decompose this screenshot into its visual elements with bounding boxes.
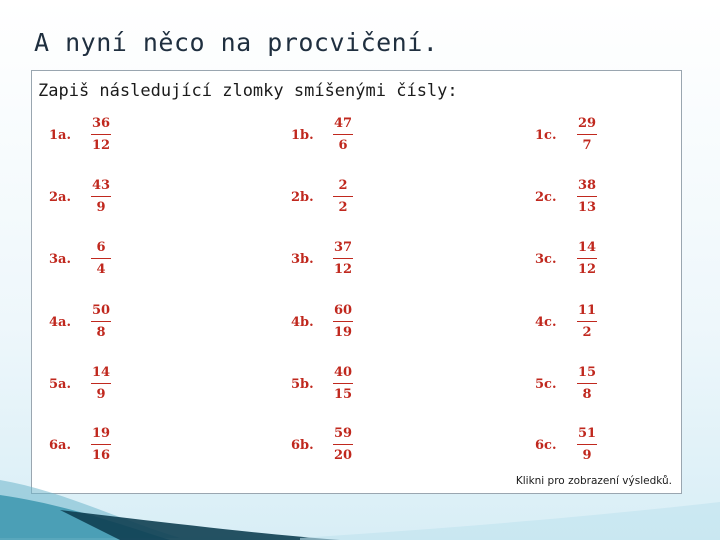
fraction-bar [333,258,353,259]
fraction-bar [577,444,597,445]
denominator: 9 [96,387,106,402]
exercise-6a [49,427,111,463]
denominator: 8 [582,387,592,402]
numerator: 59 [334,426,353,441]
numerator: 6 [96,240,106,255]
exercise-2c [535,179,597,215]
fraction [333,179,353,215]
numerator: 14 [92,365,111,380]
fraction-bar [333,134,353,135]
fraction-bar [577,321,597,322]
denominator: 2 [338,200,348,215]
denominator: 12 [92,138,111,153]
numerator: 15 [578,365,597,380]
fraction [333,427,353,463]
fraction-bar [333,444,353,445]
numerator: 37 [334,240,353,255]
numerator: 19 [92,426,111,441]
exercise-label: 3c. [535,251,557,267]
exercise-6c [535,427,597,463]
fraction [91,117,111,153]
numerator: 29 [578,116,597,131]
numerator: 36 [92,116,111,131]
exercise-label: 3b. [291,251,314,267]
exercise-label: 4b. [291,314,314,330]
denominator: 9 [582,448,592,463]
numerator: 11 [578,303,597,318]
exercise-panel [31,70,682,494]
exercise-3c [535,241,597,277]
instruction-text: Zapiš následující zlomky smíšenými čísly: [38,81,458,101]
fraction-bar [577,134,597,135]
fraction [577,179,597,215]
denominator: 9 [96,200,106,215]
exercise-label: 2a. [49,189,71,205]
exercise-2a [49,179,111,215]
numerator: 40 [334,365,353,380]
exercise-label: 6b. [291,437,314,453]
exercise-label: 5a. [49,376,71,392]
exercise-label: 4c. [535,314,557,330]
denominator: 13 [578,200,597,215]
fraction-bar [577,196,597,197]
fraction-bar [577,383,597,384]
denominator: 15 [334,387,353,402]
exercise-5a [49,366,111,402]
slide-title: A nyní něco na procvičení. [34,28,439,57]
exercise-label: 4a. [49,314,71,330]
show-results-hint[interactable]: Klikni pro zobrazení výsledků. [515,475,672,487]
exercise-label: 6a. [49,437,71,453]
exercise-4a [49,304,111,340]
exercise-label: 3a. [49,251,71,267]
numerator: 38 [578,178,597,193]
exercise-2b [291,179,353,215]
denominator: 6 [338,138,348,153]
exercise-1c [535,117,597,153]
exercise-label: 1b. [291,127,314,143]
denominator: 4 [96,262,106,277]
numerator: 43 [92,178,111,193]
fraction [577,241,597,277]
fraction [333,241,353,277]
fraction [577,427,597,463]
denominator: 19 [334,325,353,340]
exercise-1a [49,117,111,153]
exercise-label: 2b. [291,189,314,205]
exercise-label: 1c. [535,127,557,143]
exercise-1b [291,117,353,153]
fraction [91,241,111,277]
exercise-4c [535,304,597,340]
fraction-bar [577,258,597,259]
fraction [333,366,353,402]
fraction [91,304,111,340]
fraction-bar [91,444,111,445]
exercise-label: 2c. [535,189,557,205]
fraction-bar [333,321,353,322]
fraction-bar [91,383,111,384]
exercise-3b [291,241,353,277]
exercise-label: 5b. [291,376,314,392]
numerator: 2 [338,178,348,193]
fraction [577,366,597,402]
numerator: 47 [334,116,353,131]
fraction [91,427,111,463]
exercise-label: 6c. [535,437,557,453]
exercise-3a [49,241,111,277]
exercise-5b [291,366,353,402]
fraction [91,366,111,402]
fraction [577,117,597,153]
denominator: 12 [334,262,353,277]
fraction-bar [333,383,353,384]
denominator: 20 [334,448,353,463]
fraction-bar [91,196,111,197]
fraction-bar [333,196,353,197]
fraction [91,179,111,215]
exercise-label: 5c. [535,376,557,392]
denominator: 12 [578,262,597,277]
denominator: 7 [582,138,592,153]
numerator: 51 [578,426,597,441]
numerator: 50 [92,303,111,318]
numerator: 14 [578,240,597,255]
denominator: 16 [92,448,111,463]
fraction-bar [91,321,111,322]
exercise-5c [535,366,597,402]
fraction [333,117,353,153]
fraction-bar [91,134,111,135]
exercise-label: 1a. [49,127,71,143]
denominator: 2 [582,325,592,340]
exercise-4b [291,304,353,340]
fraction [333,304,353,340]
numerator: 60 [334,303,353,318]
denominator: 8 [96,325,106,340]
exercise-6b [291,427,353,463]
fraction-bar [91,258,111,259]
fraction [577,304,597,340]
